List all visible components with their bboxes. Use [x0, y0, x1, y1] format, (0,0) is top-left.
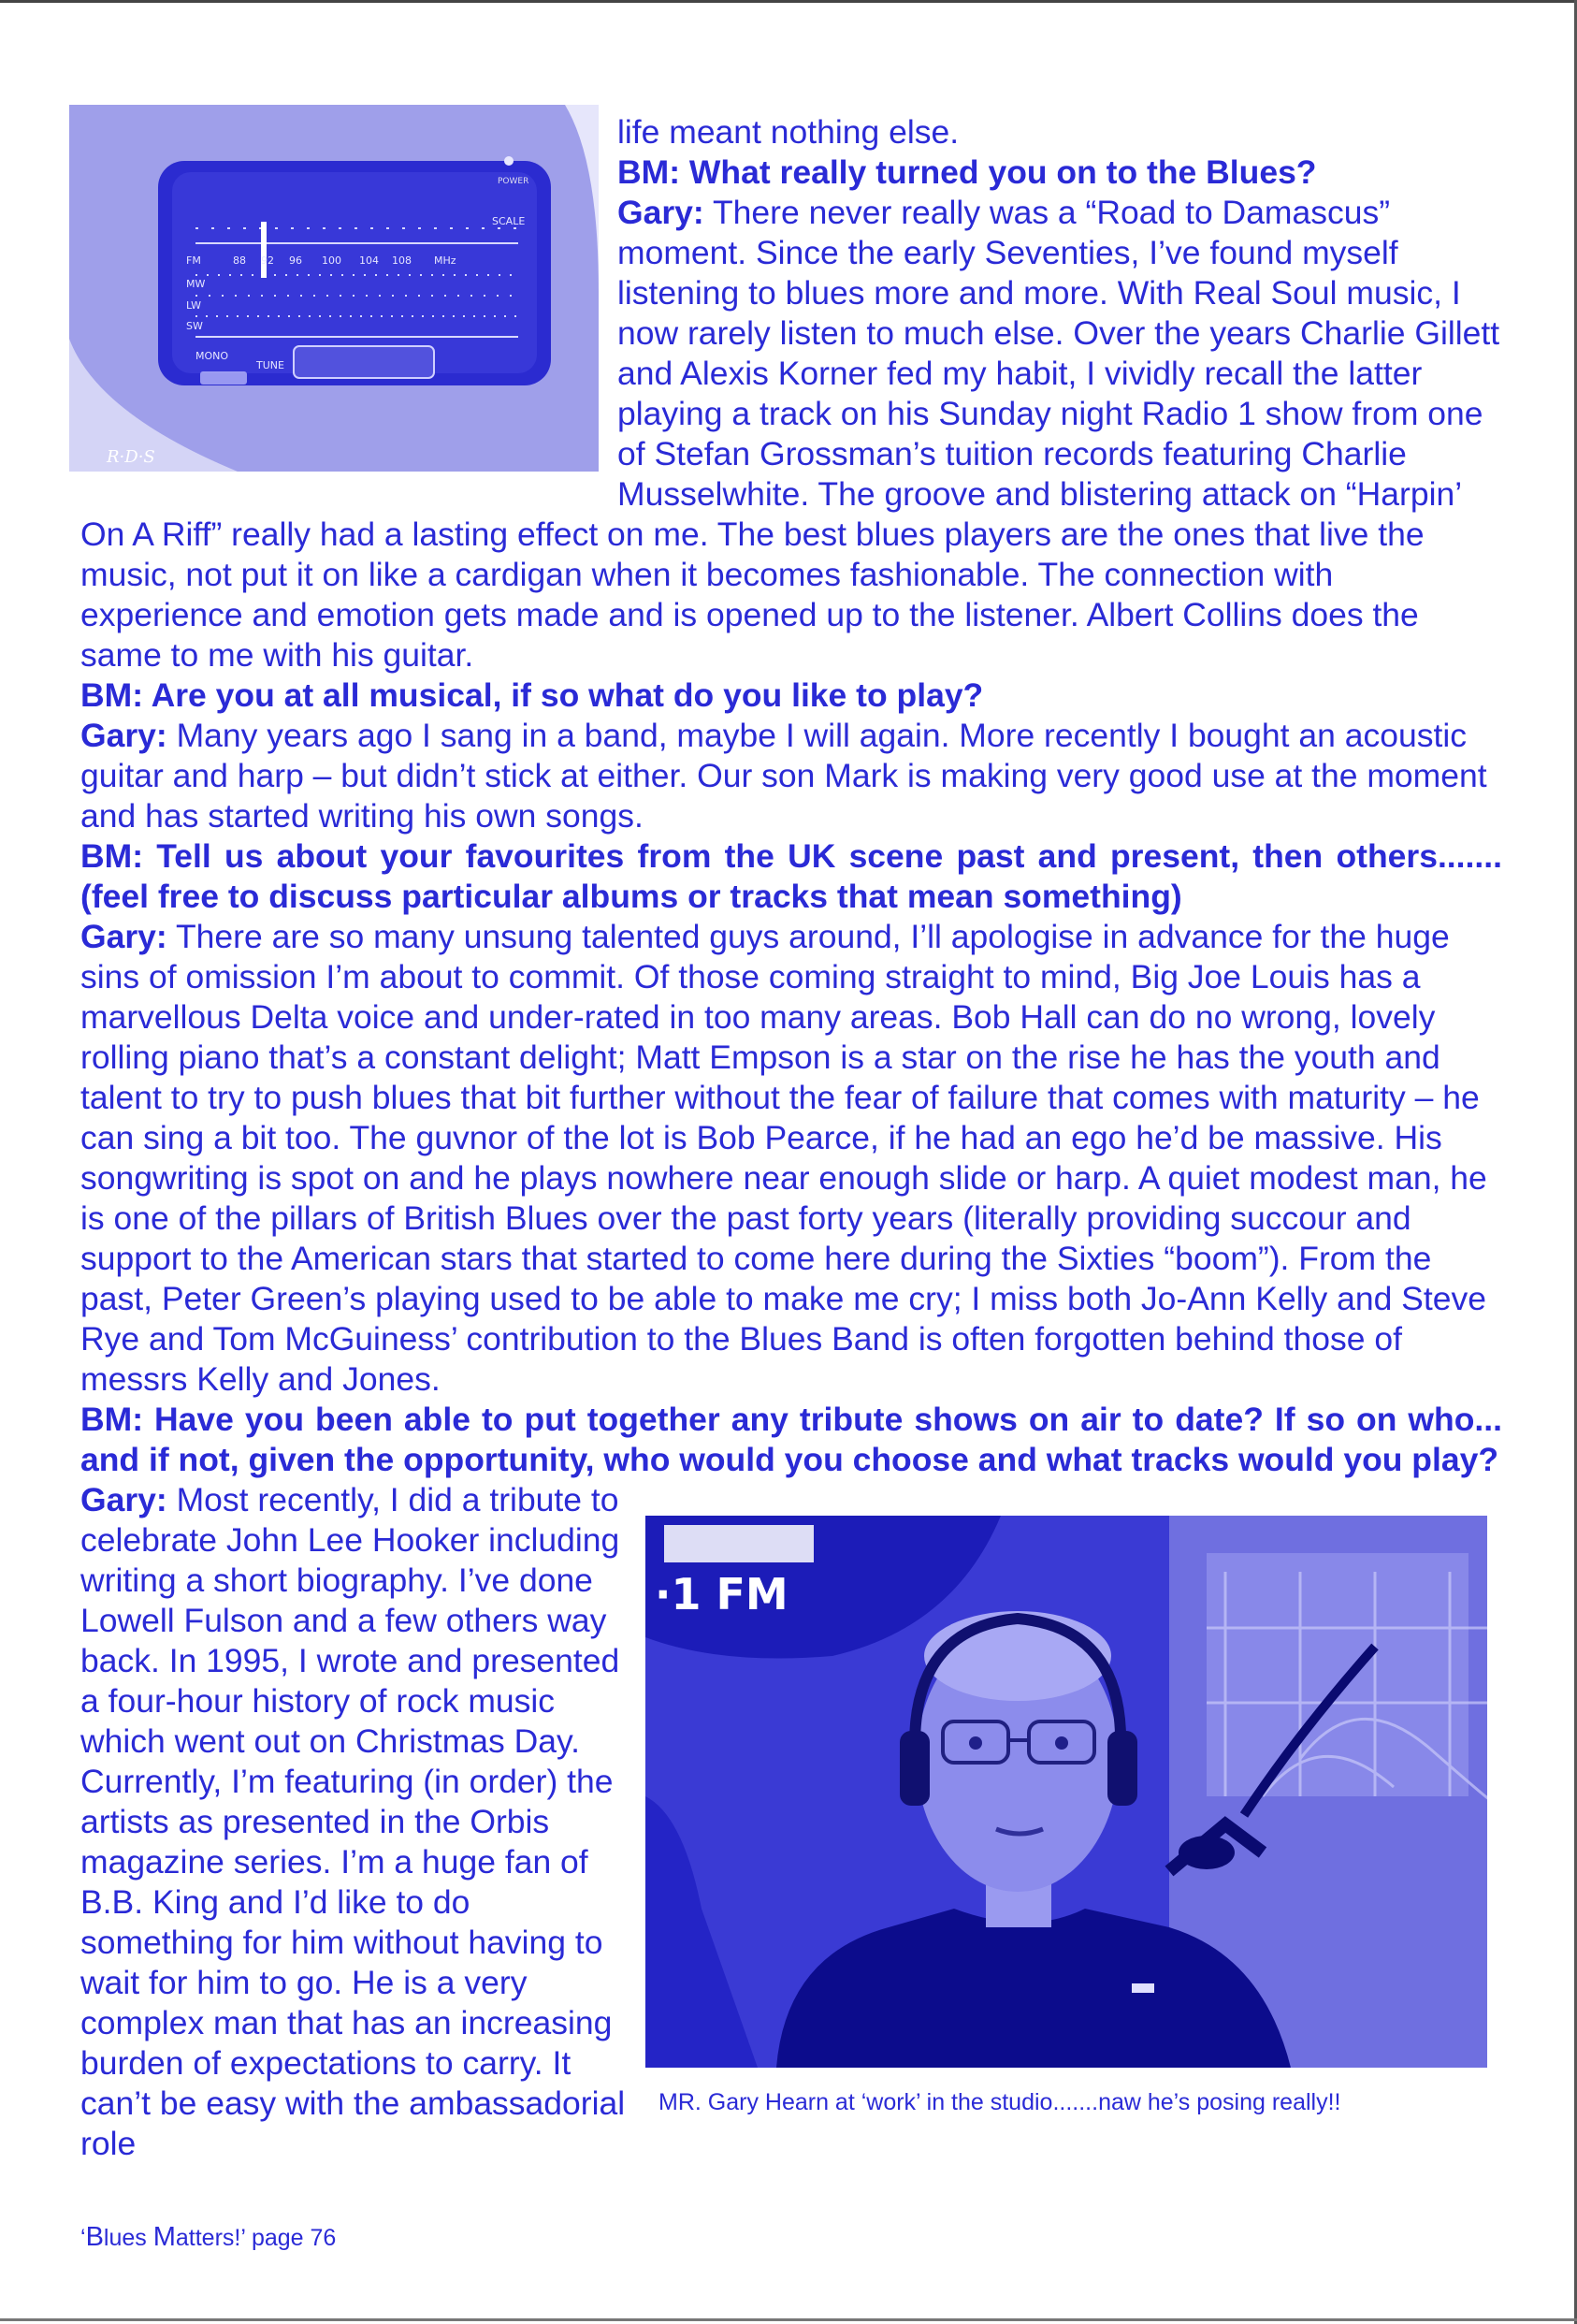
question-1: BM: What really turned you on to the Blues? — [617, 153, 1317, 191]
page-bottom-rule — [0, 2318, 1577, 2321]
freq-104-label: 104 — [359, 254, 379, 267]
footer-atters: atters!’ — [175, 2225, 245, 2251]
question-2: BM: Are you at all musical, if so what do you like to play? — [80, 676, 984, 714]
mhz-label: MHz — [434, 254, 456, 267]
radio-tuner-photo — [69, 105, 599, 472]
speaker-label: Gary: — [80, 1481, 167, 1518]
footer-lues: lues — [103, 2225, 153, 2251]
answer-text: Many years ago I sang in a band, maybe I will again. More recently I bought an acoustic guitar and harp – but didn’t stick at either. Our son Mark is making very good use at the moment and has started writing his own songs. — [80, 717, 1487, 835]
answer-3 — [80, 917, 1502, 1400]
band-sw-label: SW — [186, 320, 203, 332]
answer-text: There are so many unsung talented guys around, I’ll apologise in advance for the huge sins of omission I’m about to commit. Of those coming straight to mind, Big Joe Louis has a marvellous Delta voice and under-rated in too many areas. Bob Hall can do no wrong, lovely rolling piano that’s a constant delight; Matt Empson is a star on the rise he has the youth and talent to try to push blues that bit further without the fear of failure that comes with maturity – he can sing a bit too. The guvnor of the lot is Bob Pearce, if he had an ego he’d be massive. His songwriting is spot on and he plays nowhere near enough slide or harp. A quiet modest man, he is one of the pillars of British Blues over the past forty years (literally providing succour and support to the American stars that started to come here during the Sixties “boom”). From the past, Peter Green’s playing used to be able to make me cry; I miss both Jo-Ann Kelly and Steve Rye and Tom McGuiness’ contribution to the Blues Band is often forgotten behind those of messrs Kelly and Jones. — [80, 918, 1487, 1398]
footer-b: B — [85, 2222, 104, 2252]
freq-88-label: 88 — [233, 254, 246, 267]
tune-label: TUNE — [256, 359, 284, 371]
band-mw-label: MW — [186, 278, 206, 290]
freq-96-label: 96 — [289, 254, 302, 267]
page-footer — [80, 2222, 336, 2253]
mono-label: MONO — [195, 350, 229, 362]
intro-continuation: life meant nothing else. — [617, 113, 960, 151]
speaker-label: Gary: — [80, 918, 167, 955]
scale-label: SCALE — [492, 215, 526, 227]
answer-text: Most recently, I did a tribute to celebrate John Lee Hooker including writing a short biography. I’ve done Lowell Fulson and a few others way back. In 1995, I wrote and presented a four-hour history of rock music which went out on Christmas Day. Currently, I’m featuring (in order) the artists as presented in the Orbis magazine series. I’m a huge fan of B.B. King and I’d like to do something for him without having to wait for him to go. He is a very complex man that has an increasing burden of expectations to carry. It can’t be easy with the ambassadorial role — [80, 1481, 626, 2162]
freq-108-label: 108 — [392, 254, 412, 267]
answer-text: There never really was a “Road to Damascus” moment. Since the early Seventies, I’ve found myself listening to blues more and more. With Real Soul music, I now rarely listen to much else. Over the years Charlie Gillett and Alexis Korner fed my habit, I vividly recall the latter playing a track on his Sunday night Radio 1 show from one of Stefan Grossman’s tuition records featuring Charlie Musselwhite. The groove and blistering attack on “Harpin’ On A Riff” really had a lasting effect on me. The best blues players are the ones that live the music, not put it on like a cardigan when it becomes fashionable. The connection with experience and emotion gets made and is opened up to the listener. Albert Collins does the same to me with his guitar. — [80, 194, 1500, 674]
band-fm-label: FM — [186, 254, 201, 267]
speaker-label: Gary: — [80, 717, 167, 754]
answer-2 — [80, 716, 1502, 836]
page-number: page 76 — [245, 2225, 337, 2251]
band-lw-label: LW — [186, 299, 201, 312]
studio-photo-figure — [645, 1516, 1487, 2114]
footer-m: M — [152, 2222, 176, 2252]
freq-100-label: 100 — [322, 254, 341, 267]
article-body — [80, 112, 1502, 2164]
studio-photo — [645, 1516, 1487, 2068]
photo-caption: MR. Gary Hearn at ‘work’ in the studio.......naw he’s posing really!! — [658, 2089, 1341, 2115]
question-4: BM: Have you been able to put together any tribute shows on air to date? If so on who... and if not, given the opportunity, who would you choose and what tracks would you play? — [80, 1401, 1502, 1478]
question-3: BM: Tell us about your favourites from the UK scene past and present, then others.......(feel free to discuss particular albums or tracks that mean something) — [80, 837, 1502, 915]
power-label: POWER — [498, 177, 529, 186]
freq-92-label: 92 — [261, 254, 274, 267]
speaker-label: Gary: — [617, 194, 704, 231]
station-sign: ·1 FM — [655, 1569, 788, 1620]
page-top-rule — [0, 0, 1577, 3]
footer-open-quote: ‘ — [80, 2225, 86, 2251]
radio-brand-logo: R·D·S — [107, 447, 155, 467]
